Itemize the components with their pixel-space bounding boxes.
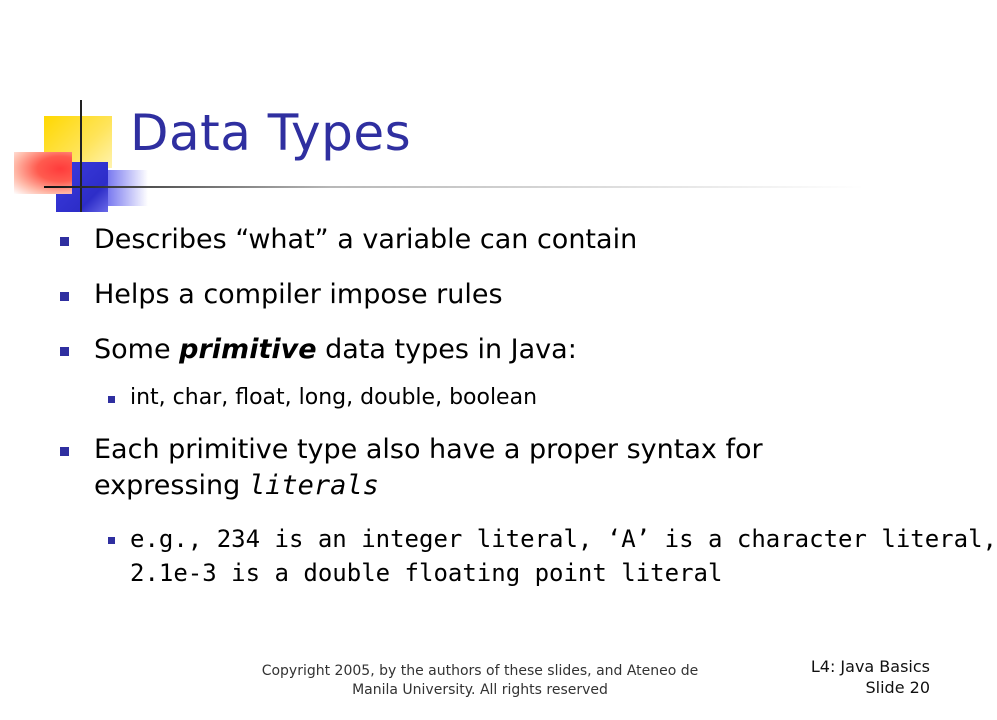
bullet-text-line-1: Each primitive type also have a proper syntax for — [94, 434, 763, 465]
title-underline — [44, 186, 864, 188]
example-integer: e.g., 234 — [130, 525, 261, 553]
sub-bullet-marker — [108, 396, 115, 403]
bullet-marker — [60, 347, 69, 356]
bullet-text-pre: Some — [94, 334, 180, 365]
example-text: is a double floating point literal — [216, 559, 723, 587]
bullet-text — [94, 332, 577, 368]
course-label: L4: Java Basics — [810, 657, 930, 676]
example-text: is an integer literal, — [260, 525, 607, 553]
slide-title: Data Types — [130, 104, 412, 162]
logo-graphic — [0, 0, 140, 230]
footer-slide-info — [811, 656, 930, 698]
bullet-text: Describes “what” a variable can contain — [94, 224, 638, 255]
example-char: ‘A’ — [606, 525, 651, 553]
sub-bullet-text-line-2 — [130, 556, 722, 590]
logo-vertical-line — [80, 100, 82, 212]
slide-number: Slide 20 — [865, 678, 930, 697]
footer-copyright — [240, 662, 720, 700]
example-text: is a character literal, — [650, 525, 997, 553]
sub-bullet-text: int, char, float, long, double, boolean — [130, 385, 538, 410]
bullet-text-post: data types in Java: — [316, 334, 577, 365]
logo-blue-fade — [108, 170, 148, 206]
bullet-text-line-2-pre: expressing — [94, 470, 249, 501]
bullet-marker — [60, 447, 69, 456]
bullet-text-line-2 — [94, 468, 379, 504]
sub-bullet-marker — [108, 537, 115, 544]
copyright-line-1: Copyright 2005, by the authors of these slides, and Ateneo de — [261, 663, 699, 679]
bullet-text-line-2-emphasis: literals — [248, 470, 379, 501]
copyright-line-2: Manila University. All rights reserved — [352, 682, 608, 698]
bullet-marker — [60, 292, 69, 301]
bullet-text-emphasis: primitive — [179, 334, 317, 365]
example-double: 2.1e-3 — [130, 559, 217, 587]
bullet-marker — [60, 237, 69, 246]
sub-bullet-text-line-1 — [130, 522, 997, 556]
bullet-text: Helps a compiler impose rules — [94, 279, 503, 310]
